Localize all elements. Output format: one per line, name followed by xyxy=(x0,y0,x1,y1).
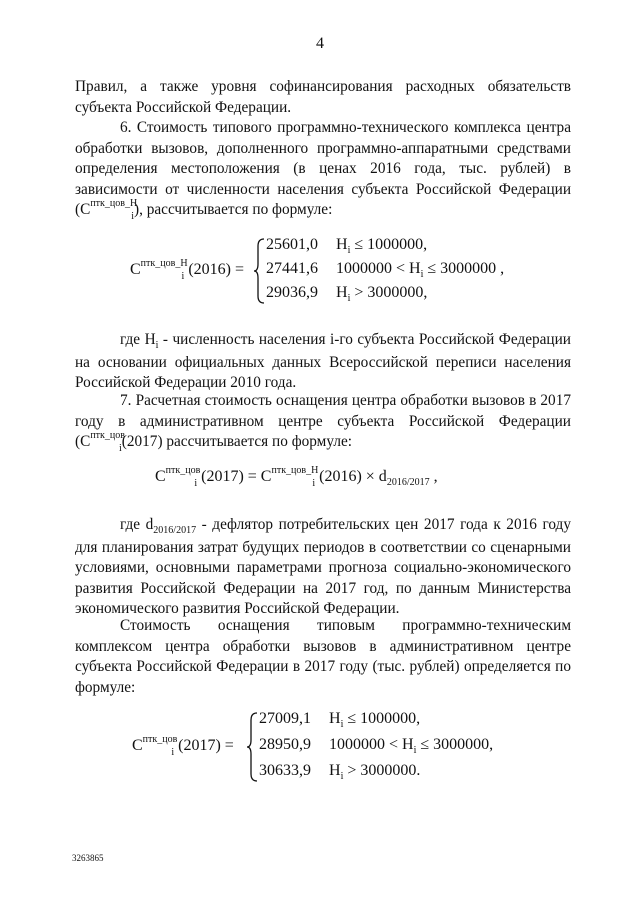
formula-3 xyxy=(0,710,640,785)
formula-1-row: 27441,6 $1000000 < H_i \le 3000000$ , xyxy=(266,260,505,280)
paragraph-continuation: Правил, а также уровня софинансирования расходных обязательств субъекта Российской Федерации. xyxy=(75,78,571,116)
paragraph-item-6-text: 6. Стоимость типового программно-технического комплекса центра обработки вызовов, дополненного программно-аппаратными средствами определения местоположения (в ценах 2016 года, тыс. рублей) в зависимости от численности населения субъекта Российской Федерации ( xyxy=(75,119,571,218)
formula-1 xyxy=(0,236,640,306)
formula-3-lhs: $C^{птк\_цов}_i$ (2017) = xyxy=(132,734,234,758)
document-id: 3263865 xyxy=(72,853,104,863)
formula-2-symbol: C xyxy=(155,468,166,485)
paragraph-item-7: 7. Расчетная стоимость оснащения центра обработки вызовов в 2017 году в административном центре субъекта Российской Федерации ($C^{птк\_цов}_i(2017)$ рассчитывается по формуле: xyxy=(75,392,571,454)
formula-2: $C^{птк\_цов}_i$ $(2017) = C^{птк\_цов\_Н}_i$ $(2016) \times d_{2016/2017}$ , xyxy=(155,465,438,489)
formula-1-row: 25601,0 $H_i \le 1000000$, xyxy=(266,236,428,256)
paragraph-item-6 xyxy=(75,118,571,223)
paragraph-equipment-cost: Стоимость оснащения типовым программно-техническим комплексом центра обработки вызовов в административном центре субъекта Российской Федерации в 2017 году (тыс. рублей) определяется по формуле: xyxy=(75,617,571,696)
formula-1-row: 29036,9 $H_i > 3000000$, xyxy=(266,284,428,304)
formula-1-lhs xyxy=(130,258,245,282)
formula-3-brace xyxy=(247,712,259,782)
formula-1-sub: i xyxy=(181,271,185,282)
formula-1-arg: (2016) = xyxy=(188,261,245,278)
formula-1-symbol: C xyxy=(130,261,141,278)
formula-3-row: 27009,1 $H_i \le 1000000$, xyxy=(259,710,421,730)
page-number: 4 xyxy=(316,35,324,52)
paragraph-deflator: где $d_{2016/2017}$ - дефлятор потребительских цен 2017 года к 2016 году для планирования затрат будущих периодов в соответствии со сценарными условиями, основными параметрами прогноза социально-экономического развития Российской Федерации на 2017 год, по данным Министерства экономического развития Российской Федерации. xyxy=(75,516,571,617)
c-subscript: i xyxy=(131,211,134,222)
c-superscript: птк_цов_Н xyxy=(90,198,138,209)
formula-3-row: 30633,9 $H_i > 3000000$. xyxy=(259,762,421,782)
formula-3-row: 28950,9 $1000000 < H_i \le 3000000$, xyxy=(259,736,494,756)
formula-1-sup: птк_цов_Н xyxy=(140,258,188,269)
c-symbol-inline: C xyxy=(80,201,91,218)
paragraph-h-definition: где $H_i$ - численность населения i-го субъекта Российской Федерации на основании официальных данных Всероссийской переписи населения Российской Федерации 2010 года. xyxy=(75,331,571,391)
paragraph-item-6-tail: ), рассчитывается по формуле: xyxy=(133,201,333,218)
formula-1-brace xyxy=(254,238,266,304)
